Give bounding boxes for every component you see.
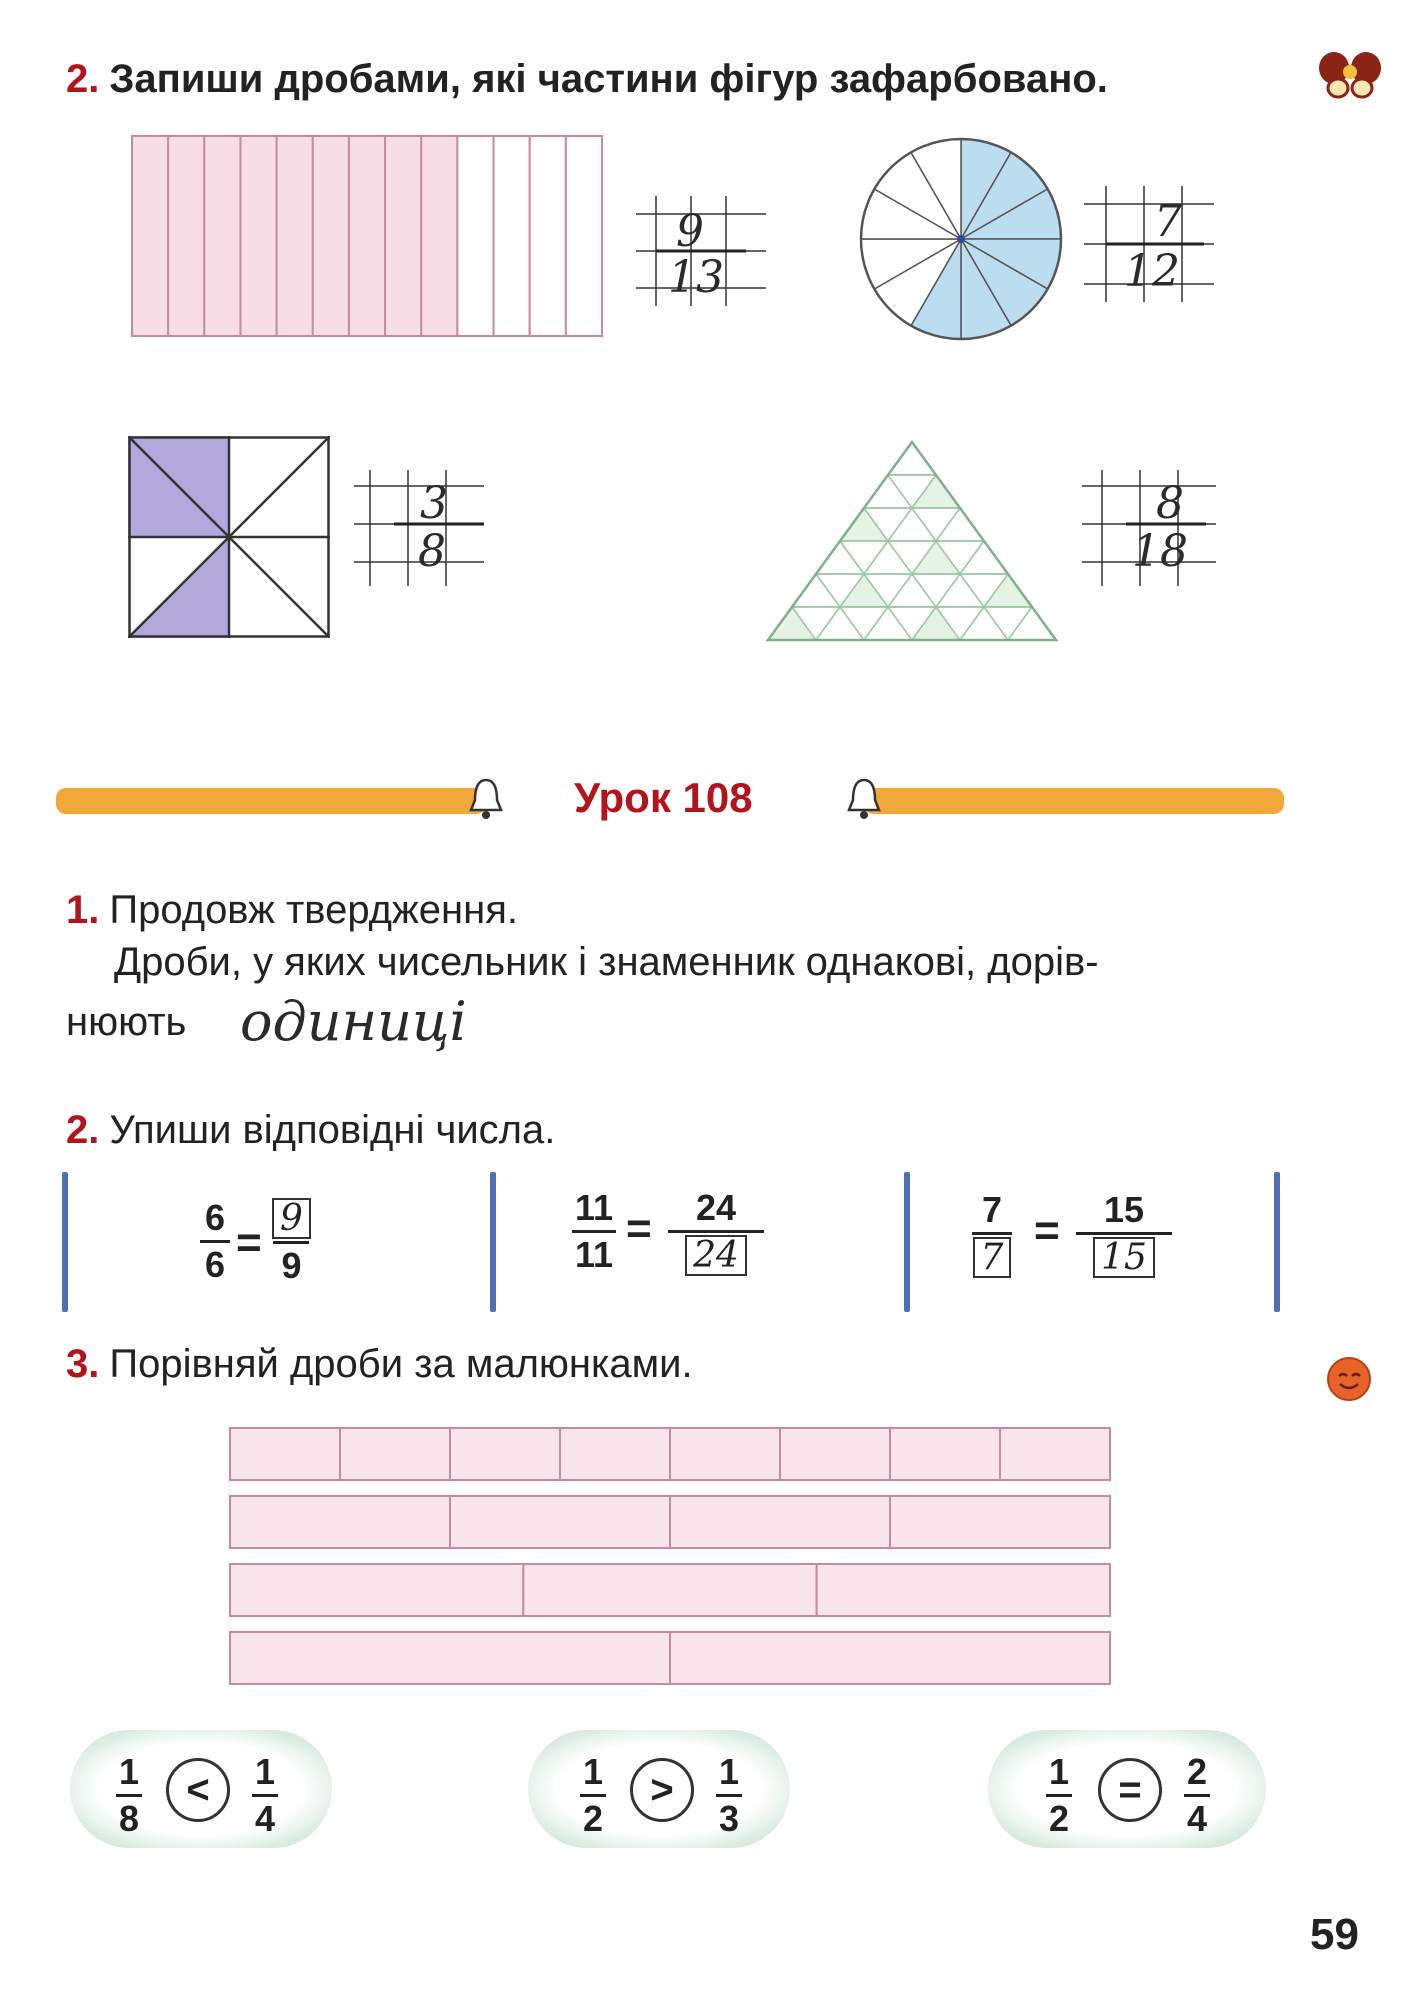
numerator: 11 (574, 1187, 614, 1228)
smiley-icon (1326, 1356, 1372, 1402)
strip-segment (817, 1564, 1110, 1616)
rectangle-strip (566, 136, 602, 336)
strip-segment (230, 1564, 523, 1616)
task1-line2: нюють (66, 1000, 187, 1044)
fraction-bar (580, 1794, 606, 1797)
strip-segment (450, 1496, 670, 1548)
answer-grid-3 (354, 470, 484, 586)
rectangle-strip (494, 136, 530, 336)
banner-ribbon-left (56, 788, 486, 814)
answer-numerator-1: 9 (676, 206, 704, 257)
strip-segment (230, 1632, 670, 1684)
task1-heading (66, 886, 518, 934)
compare-fraction-a-3 (1046, 1752, 1072, 1839)
rectangle-strip (313, 136, 349, 336)
numerator: 1 (1048, 1751, 1070, 1792)
strip-segment (670, 1632, 1110, 1684)
answer-grid-2 (1084, 186, 1214, 302)
fraction-left-1 (200, 1198, 230, 1285)
divider-bar (904, 1172, 910, 1312)
numerator: 1 (582, 1751, 604, 1792)
task1-answer: одиниці (240, 990, 467, 1053)
compare-sign-1[interactable]: < (166, 1758, 230, 1822)
answer-numerator-4: 8 (1156, 478, 1184, 529)
lesson-title: Урок 108 (574, 774, 753, 821)
bow-decoration-icon (1318, 44, 1382, 104)
task-text: Упиши відповідні числа. (109, 1108, 556, 1152)
lesson-banner (44, 774, 1294, 821)
striped-rectangle-figure (130, 134, 604, 338)
compare-sign-3[interactable]: = (1098, 1758, 1162, 1822)
fraction-right-2 (668, 1188, 764, 1276)
denominator: 4 (1186, 1798, 1208, 1839)
rectangle-strip (204, 136, 240, 336)
task-number: 2. (66, 1108, 100, 1152)
numerator: 6 (204, 1197, 226, 1238)
answer-denominator-2: 12 (1124, 246, 1180, 297)
denominator: 3 (718, 1798, 740, 1839)
strip-segment (340, 1428, 450, 1480)
answer-grid-1 (636, 196, 766, 306)
denominator: 9 (281, 1245, 302, 1286)
fraction-strips (226, 1424, 1114, 1696)
answer-denominator: 15 (1101, 1237, 1147, 1278)
fraction-right-1 (272, 1198, 311, 1286)
denominator: 4 (254, 1798, 276, 1839)
answer-numerator-3: 3 (420, 478, 448, 529)
triangle-cell (888, 442, 936, 475)
answer-box[interactable] (272, 1198, 311, 1239)
bell-icon (466, 776, 506, 822)
answer-numerator: 9 (280, 1198, 303, 1239)
fraction-bar (1076, 1232, 1172, 1235)
compare-fraction-b-1 (252, 1752, 278, 1839)
numerator: 1 (118, 1751, 140, 1792)
numerator: 1 (718, 1751, 740, 1792)
strip-segment (670, 1496, 890, 1548)
rectangle-strip (385, 136, 421, 336)
answer-box[interactable] (685, 1235, 747, 1276)
task1-statement: Дроби, у яких чисельник і знаменник однакові, дорів- (114, 940, 1099, 984)
task2-heading (66, 1106, 555, 1154)
task3-heading (66, 1340, 693, 1388)
fraction-bar (1184, 1794, 1210, 1797)
rectangle-strip (168, 136, 204, 336)
banner-ribbon-right (864, 788, 1284, 814)
fraction-bar (116, 1794, 142, 1797)
answer-grid-4 (1082, 470, 1216, 586)
rectangle-strip (530, 136, 566, 336)
equals-sign: = (236, 1218, 262, 1267)
compare-fraction-b-2 (716, 1752, 742, 1839)
rectangle-strip (132, 136, 168, 336)
divider-bar (62, 1172, 68, 1312)
strip-segment (230, 1428, 340, 1480)
strip-segment (523, 1564, 816, 1616)
answer-box[interactable] (1093, 1237, 1155, 1278)
strip-segment (780, 1428, 890, 1480)
answer-denominator: 24 (693, 1235, 739, 1276)
task-text: Продовж твердження. (109, 888, 518, 932)
rectangle-strip (421, 136, 457, 336)
fraction-bar (716, 1794, 742, 1797)
fraction-bar (668, 1230, 764, 1233)
fraction-bar (273, 1241, 309, 1244)
numerator: 24 (695, 1187, 737, 1228)
answer-denominator-4: 18 (1132, 526, 1188, 577)
strip-segment (890, 1496, 1110, 1548)
strip-segment (1000, 1428, 1110, 1480)
numerator: 15 (1103, 1189, 1145, 1230)
denominator: 11 (574, 1234, 614, 1275)
task-text: Порівняй дроби за малюнками. (109, 1342, 693, 1386)
task-text: Запиши дробами, які частини фігур зафарбовано. (109, 57, 1108, 101)
fraction-bar (200, 1240, 230, 1243)
task-number: 1. (66, 888, 100, 932)
fraction-bar (572, 1230, 616, 1233)
strip-segment (560, 1428, 670, 1480)
numerator: 1 (254, 1751, 276, 1792)
strip-segment (890, 1428, 1000, 1480)
fraction-bar (972, 1232, 1012, 1235)
denominator: 2 (582, 1798, 604, 1839)
bell-icon (844, 776, 884, 822)
compare-sign-2[interactable]: > (630, 1758, 694, 1822)
denominator: 6 (204, 1244, 226, 1285)
divider-bar (490, 1172, 496, 1312)
answer-denominator-1: 13 (668, 252, 724, 303)
rectangle-strip (457, 136, 493, 336)
rectangle-strip (277, 136, 313, 336)
denominator: 2 (1048, 1798, 1070, 1839)
compare-fraction-a-2 (580, 1752, 606, 1839)
numerator: 2 (1186, 1751, 1208, 1792)
equals-sign: = (626, 1204, 652, 1253)
fraction-left-2 (572, 1188, 616, 1275)
compare-fraction-b-3 (1184, 1752, 1210, 1839)
fraction-bar (1046, 1794, 1072, 1797)
answer-denominator: 7 (980, 1237, 1004, 1278)
task-heading-top (66, 55, 1108, 103)
answer-numerator-2: 7 (1154, 196, 1182, 247)
denominator: 8 (118, 1798, 140, 1839)
fraction-bar (252, 1794, 278, 1797)
divided-circle-figure (858, 136, 1064, 342)
numerator: 7 (981, 1189, 1003, 1230)
compare-fraction-a-1 (116, 1752, 142, 1839)
strip-segment (230, 1496, 450, 1548)
answer-denominator-3: 8 (418, 526, 446, 577)
rectangle-strip (240, 136, 276, 336)
fraction-right-3 (1076, 1190, 1172, 1278)
answer-box[interactable] (973, 1237, 1012, 1278)
strip-segment (450, 1428, 560, 1480)
rectangle-strip (349, 136, 385, 336)
fraction-left-3 (972, 1190, 1012, 1278)
strip-segment (670, 1428, 780, 1480)
task-number: 3. (66, 1342, 100, 1386)
divided-triangle-figure (764, 438, 1060, 644)
divided-square-figure (128, 436, 330, 638)
equals-sign: = (1034, 1206, 1060, 1255)
task-number: 2. (66, 57, 100, 101)
divider-bar (1274, 1172, 1280, 1312)
page-number: 59 (1310, 1910, 1359, 1959)
